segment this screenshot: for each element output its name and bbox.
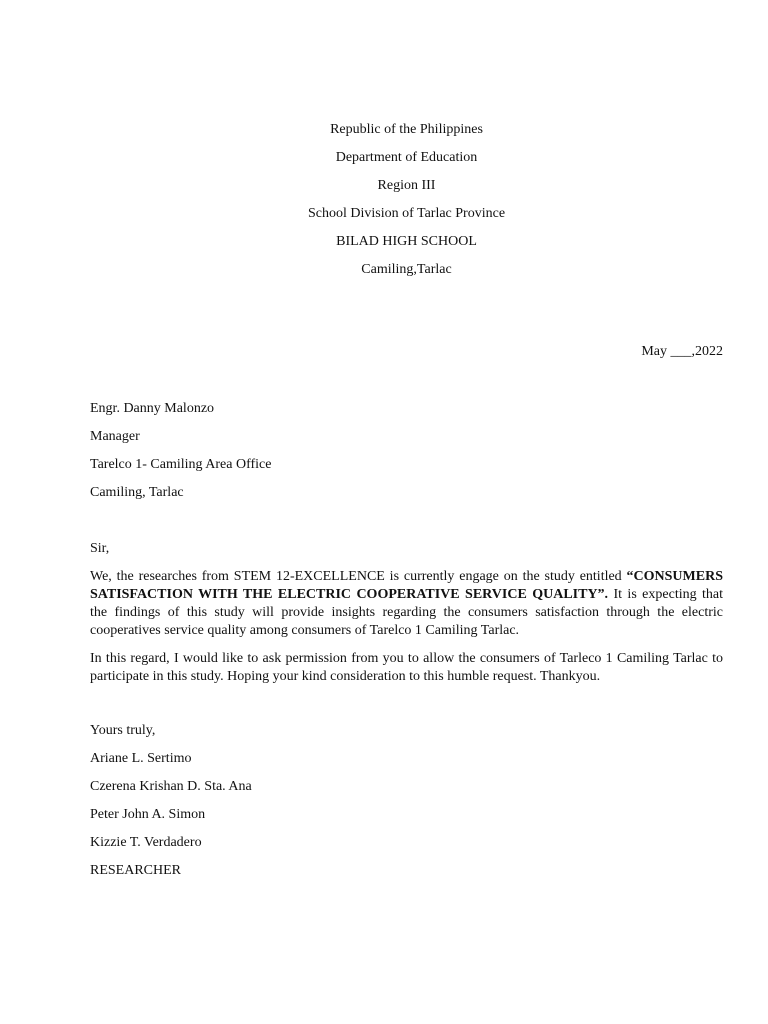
signatory-name: Ariane L. Sertimo	[90, 751, 192, 766]
body-paragraph-2: In this regard, I would like to ask permission from you to allow the consumers of Tarleco 1 Camiling Tarlac to participate in this study. Hoping your kind consideration to this humble request. Thankyou.	[90, 651, 723, 684]
salutation: Sir,	[90, 541, 110, 556]
signatory-name: Czerena Krishan D. Sta. Ana	[90, 779, 252, 794]
signoff-block	[90, 722, 252, 890]
signatory-name: Peter John A. Simon	[90, 807, 206, 822]
letterhead	[0, 121, 768, 289]
letterhead-address: Camiling,Tarlac	[361, 262, 452, 277]
signatory-name: Kizzie T. Verdadero	[90, 835, 202, 850]
recipient-block	[90, 400, 271, 512]
letterhead-department: Department of Education	[335, 150, 478, 165]
body-paragraph-1	[90, 568, 723, 640]
signatory-role: RESEARCHER	[90, 863, 182, 878]
letterhead-division: School Division of Tarlac Province	[307, 206, 506, 221]
body-paragraph-1-end: It is expecting that the findings of this study will provide insights regarding the consumers satisfaction through the electric cooperatives service quality among consumers of Tarelco 1 Camiling Tarlac.	[90, 587, 723, 638]
recipient-position: Manager	[90, 429, 140, 444]
recipient-office: Tarelco 1- Camiling Area Office	[90, 457, 272, 472]
body-paragraph-1-start: We, the researches from STEM 12-EXCELLENCE is currently engage on the study entitled	[90, 569, 627, 584]
letter-date: May ___,2022	[641, 344, 723, 359]
letterhead-republic: Republic of the Philippines	[330, 122, 483, 137]
recipient-name: Engr. Danny Malonzo	[90, 401, 215, 416]
study-title: “CONSUMERS SATISFACTION WITH THE ELECTRIC COOPERATIVE SERVICE QUALITY”.	[90, 569, 723, 602]
recipient-location: Camiling, Tarlac	[90, 485, 184, 500]
closing: Yours truly,	[90, 723, 156, 738]
salutation-block	[90, 540, 109, 568]
letterhead-region: Region III	[377, 178, 436, 193]
letterhead-school: BILAD HIGH SCHOOL	[336, 234, 477, 249]
